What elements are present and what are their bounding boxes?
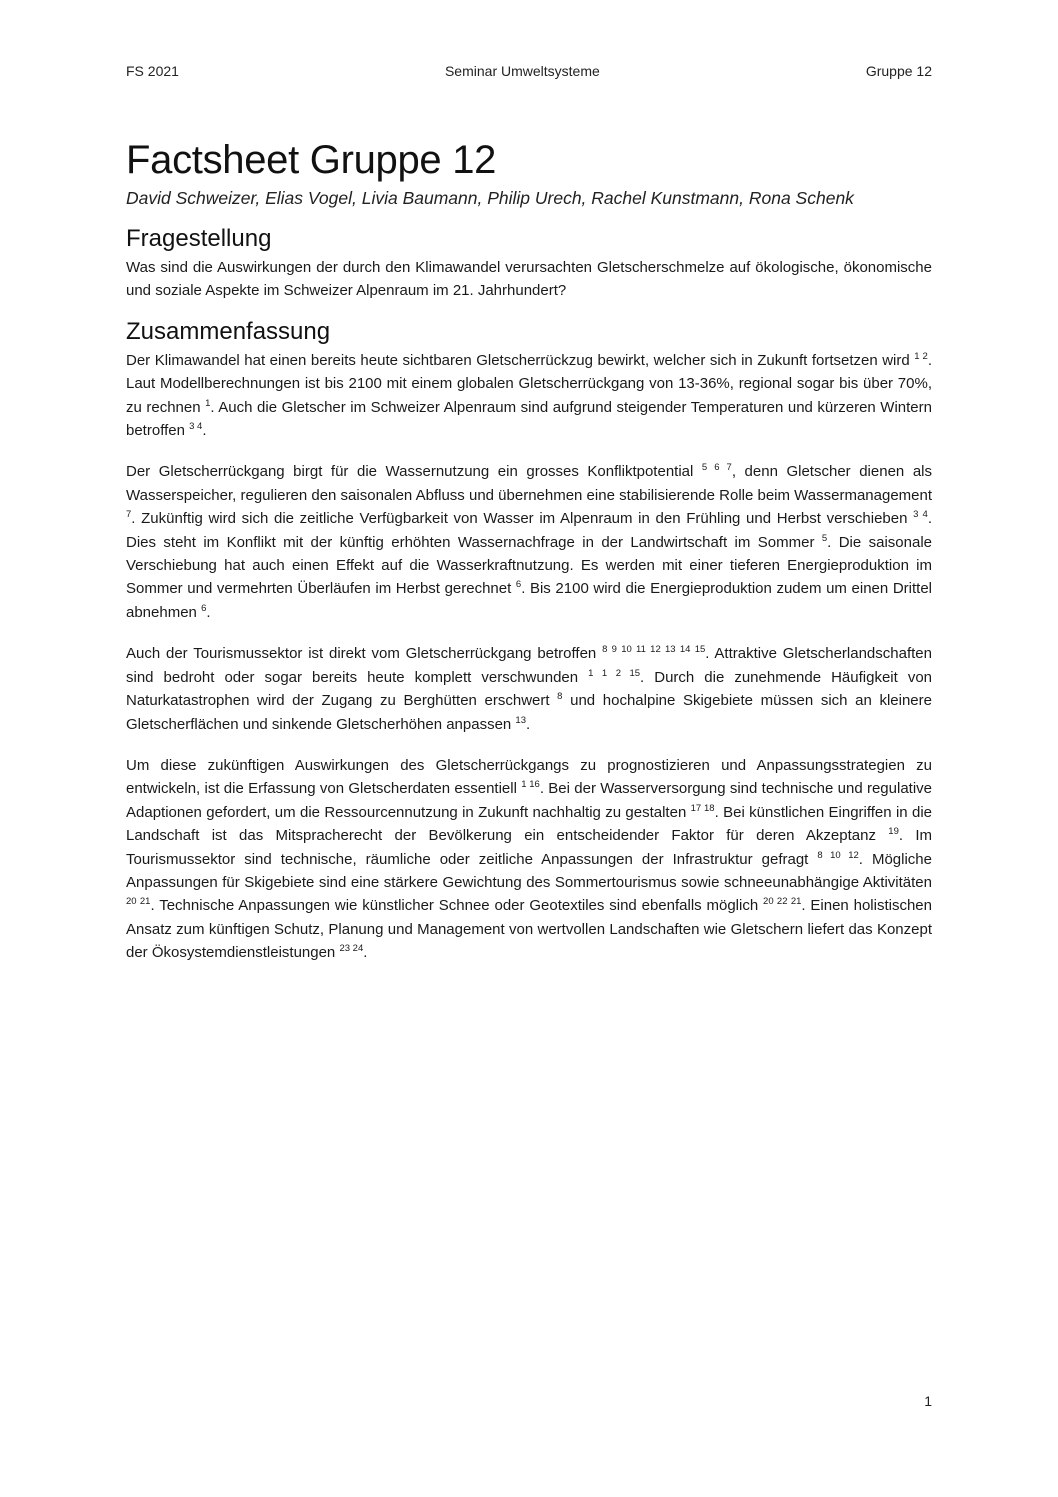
paragraph-text: .	[202, 422, 207, 440]
paragraph-text: . Auch die Gletscher im Schweizer Alpenraum sind aufgrund steigender Temperaturen und kürzeren Wintern betroffen	[126, 398, 932, 440]
citation-marker: 8 9 10 11 12 13 14 15	[602, 644, 706, 656]
citation-marker: 13	[515, 714, 526, 726]
citation-marker: 1 16	[521, 779, 540, 791]
paragraph-text: Der Klimawandel hat einen bereits heute sichtbaren Gletscherrückzug bewirkt, welcher sich in Zukunft fortsetzen wird	[126, 351, 915, 369]
citation-marker: 8 10 12	[817, 849, 859, 861]
citation-marker: 5 6 7	[701, 462, 732, 474]
citation-marker: 7	[126, 509, 132, 521]
citation-marker: 3 4	[189, 421, 203, 433]
paragraph-text: Der Gletscherrückgang birgt für die Wassernutzung ein grosses Konfliktpotential	[126, 463, 702, 481]
research-question: Was sind die Auswirkungen der durch den Klimawandel verursachten Gletscherschmelze auf ökologische, ökonomische und soziale Aspekte im Schweizer Alpenraum im 21. Jahrhundert?	[126, 259, 932, 300]
paragraph-text: . Durch die zunehmende Häufigkeit von Naturkatastrophen wird der Zugang zu Berghütten erschwert	[126, 668, 932, 710]
paragraph-text: . Die saisonale Verschiebung hat auch einen Effekt auf die Wasserkraftnutzung. Es werden mit einer tieferen Energieproduktion im Sommer und vermehrten Überläufen im Herbst gerechnet	[126, 533, 932, 598]
document-body	[126, 136, 932, 983]
summary-paragraph	[126, 460, 932, 624]
citation-marker: 3 4	[913, 509, 928, 521]
paragraph-text: . Bei der Wasserversorgung sind technische und regulative Adaptionen gefordert, um die Ressourcennutzung in Zukunft nachhaltig zu gestalten	[126, 780, 933, 821]
paragraph-text: . Dies steht im Konflikt mit der künftig erhöhten Wassernachfrage in der Landwirtschaft im Sommer	[126, 510, 932, 551]
paragraph-text: .	[526, 715, 531, 733]
document-title: Factsheet Gruppe 12	[126, 138, 497, 182]
paragraph-text: Um diese zukünftigen Auswirkungen des Gletscherrückgangs zu prognostizieren und Anpassungsstrategien zu entwickeln, ist die Erfassung von Gletscherdaten essentiell	[126, 756, 932, 798]
section-heading-fragestellung: Fragestellung	[126, 225, 272, 252]
citation-marker: 19	[888, 826, 899, 838]
citation-marker: 20 22 21	[763, 896, 802, 908]
paragraph-text: . Zukünftig wird sich die zeitliche Verfügbarkeit von Wasser im Alpenraum in den Frühling und Herbst verschieben	[131, 510, 914, 528]
paragraph-text: . Laut Modellberechnungen ist bis 2100 mit einem globalen Gletscherrückgang von 13-36%, regional sogar bis über 70%, zu rechnen	[126, 351, 932, 416]
citation-marker: 6	[515, 579, 522, 591]
paragraph-text: .	[206, 603, 211, 621]
summary-paragraph	[126, 349, 932, 443]
section-heading-zusammenfassung: Zusammenfassung	[126, 317, 331, 345]
header-center: Seminar Umweltsysteme	[444, 63, 600, 79]
citation-marker: 1 1 2 15	[588, 667, 641, 679]
citation-marker: 23 24	[339, 943, 364, 955]
page-number: 1	[924, 1393, 932, 1409]
citation-marker: 1	[205, 397, 211, 409]
paragraph-text: , denn Gletscher dienen als Wasserspeicher, regulieren den saisonalen Abfluss und übernehmen eine stabilisierende Rolle beim Wassermanagement	[126, 463, 933, 504]
paragraph-text: und hochalpine Skigebiete müssen sich an kleinere Gletscherflächen und sinkende Gletscherhöhen anpassen	[126, 692, 932, 733]
paragraph-text: . Mögliche Anpassungen für Skigebiete sind eine stärkere Gewichtung des Sommertourismus sowie schneeunabhängige Aktivitäten	[126, 850, 932, 891]
paragraph-text: .	[363, 944, 368, 962]
paragraph-text: . Bis 2100 wird die Energieproduktion zudem um einen Drittel abnehmen	[126, 580, 933, 621]
paragraph-text: . Bei künstlichen Eingriffen in die Landschaft ist das Mitspracherecht der Bevölkerung ein entscheidender Faktor für deren Akzeptanz	[126, 803, 932, 845]
paragraph-text: . Technische Anpassungen wie künstlicher Schnee oder Geotextiles sind ebenfalls möglich	[150, 897, 764, 915]
citation-marker: 17 18	[690, 802, 715, 814]
citation-marker: 8	[557, 691, 563, 703]
paragraph-text: Auch der Tourismussektor ist direkt vom Gletscherrückgang betroffen	[126, 645, 603, 663]
citation-marker: 6	[201, 602, 207, 614]
citation-marker: 5	[821, 532, 828, 544]
header-left: FS 2021	[126, 63, 179, 79]
header-right: Gruppe 12	[865, 63, 932, 79]
summary-text	[126, 349, 932, 965]
citation-marker: 20 21	[126, 896, 151, 908]
citation-marker: 1 2	[914, 350, 928, 362]
author-list: David Schweizer, Elias Vogel, Livia Baumann, Philip Urech, Rachel Kunstmann, Rona Schenk	[126, 188, 854, 208]
paragraph-text: . Attraktive Gletscherlandschaften sind bedroht oder sogar bereits heute komplett verschwunden	[126, 645, 932, 686]
paragraph-text: . Einen holistischen Ansatz zum künftigen Schutz, Planung und Management von wertvollen Landschaften wie Gletschern liefert das Konzept der Ökosystemdienstleistungen	[126, 897, 932, 962]
summary-paragraph	[126, 754, 932, 965]
page-header	[126, 63, 932, 79]
summary-paragraph	[126, 642, 932, 736]
paragraph-text: . Im Tourismussektor sind technische, räumliche oder zeitliche Anpassungen der Infrastruktur gefragt	[126, 827, 933, 868]
